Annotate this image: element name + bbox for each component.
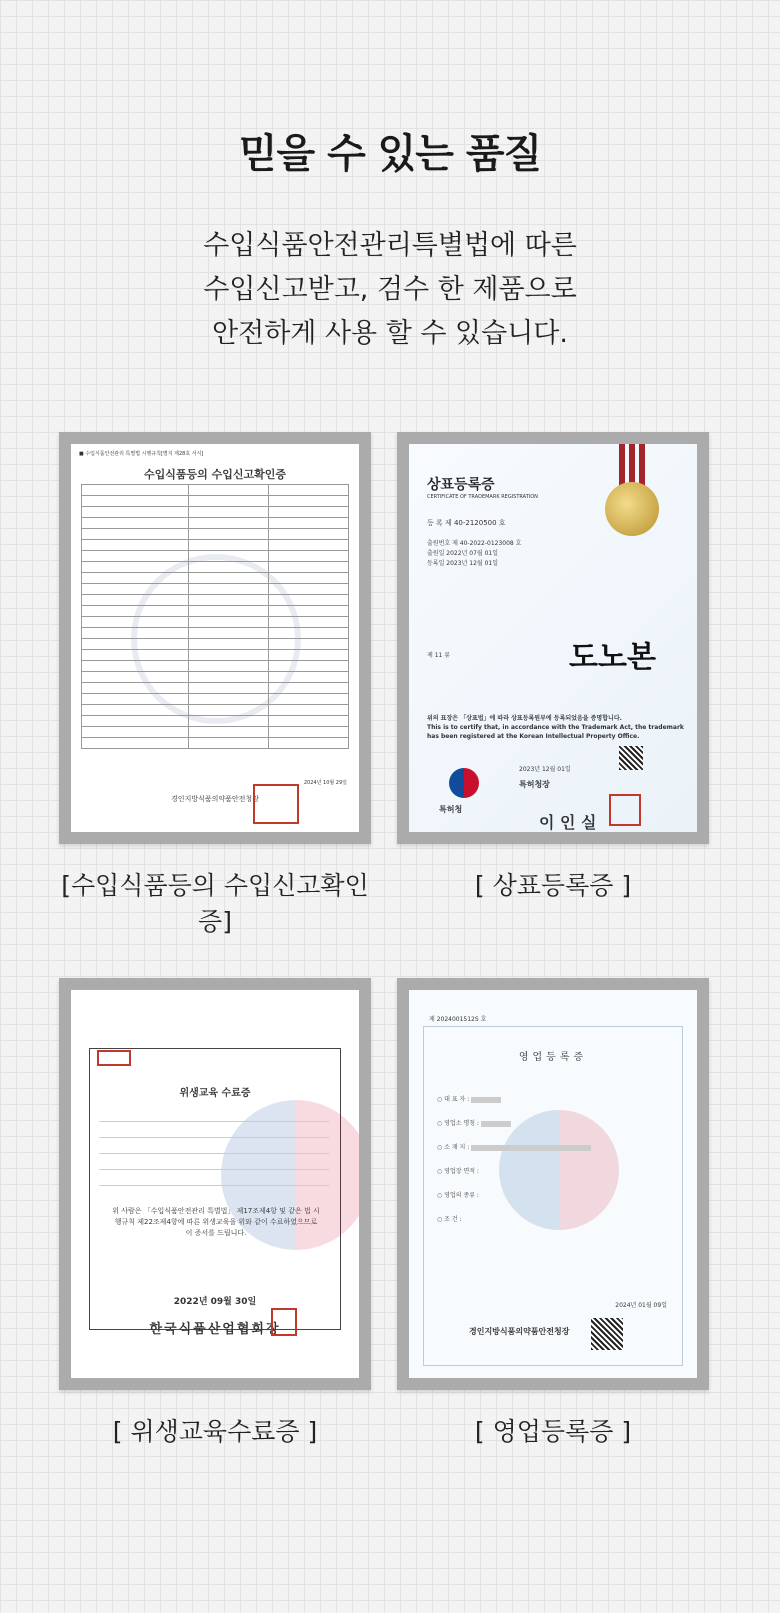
application-number: 출원번호 제 40-2022-0123008 호 xyxy=(427,540,522,547)
doc-field: ○ 소 재 지 : xyxy=(437,1142,591,1151)
brand-mark: 도노본 xyxy=(569,640,656,675)
doc-date: 2024년 10월 29일 xyxy=(303,780,347,786)
subtitle-line: 수입신고받고, 검수 한 제품으로 xyxy=(203,274,577,305)
subtitle-line: 안전하게 사용 할 수 있습니다. xyxy=(212,318,568,349)
caption-hygiene-certificate: [ 위생교육수료증 ] xyxy=(112,1417,318,1446)
qr-code-icon xyxy=(591,1318,623,1350)
doc-title: 수입식품등의 수입신고확인증 xyxy=(144,468,286,481)
application-date: 출원일 2022년 07월 01일 xyxy=(427,550,499,557)
official-stamp xyxy=(253,784,299,824)
registration-date: 등록일 2023년 12월 01일 xyxy=(427,560,499,567)
certificate-card-business xyxy=(397,978,709,1390)
signature: 이 인 실 xyxy=(539,813,597,832)
doc-date: 2022년 09월 30일 xyxy=(173,1297,257,1307)
cert-text-kr: 위의 표장은 「상표법」에 따라 상표등록원부에 등록되었음을 증명합니다. xyxy=(427,715,622,722)
official-stamp xyxy=(609,794,641,826)
doc-issuer: 경인지방식품의약품안전청장 xyxy=(171,795,259,803)
doc-issuer: 경인지방식품의약품안전청장 xyxy=(469,1327,570,1336)
doc-field: ○ 조 건 : xyxy=(437,1216,462,1223)
doc-table xyxy=(81,484,349,749)
cert-text-en: This is to certify that, in accordance with the Trademark Act, the trademark has been registered at the Korean Intellectual Property Office. xyxy=(427,724,684,740)
doc-title: 영업등록증 xyxy=(518,1052,588,1063)
section-title: 믿을 수 있는 품질 xyxy=(238,131,542,177)
class-info: 제 11 류 xyxy=(427,652,451,659)
caption-trademark-certificate: [ 상표등록증 ] xyxy=(474,871,632,900)
qr-code-icon xyxy=(619,746,643,770)
doc-title: 위생교육 수료증 xyxy=(179,1088,251,1099)
subtitle-line: 수입식품안전관리특별법에 따른 xyxy=(203,230,577,261)
doc-header: ■ 수입식품안전관리 특별법 시행규칙[별지 제28호 서식] xyxy=(79,451,204,457)
gold-seal-icon xyxy=(605,482,659,536)
red-stamp xyxy=(97,1050,131,1066)
certificate-card-hygiene xyxy=(59,978,371,1390)
doc-issuer: 한국식품산업협회장 xyxy=(149,1322,281,1337)
doc-field-line xyxy=(99,1178,329,1186)
certification-text xyxy=(427,714,687,741)
doc-field: ○ 영업장 면적 : xyxy=(437,1168,479,1175)
reg-number: 등 록 제 40-2120500 호 xyxy=(427,519,506,527)
section-subtitle xyxy=(0,224,780,356)
doc-title: 상표등록증 xyxy=(427,477,495,493)
watermark-emblem xyxy=(499,1110,619,1230)
doc-field: ○ 대 표 자 : xyxy=(437,1094,501,1103)
doc-field-line xyxy=(99,1114,329,1122)
doc-number: 제 2024001512S 호 xyxy=(429,1016,487,1023)
import-certificate-image xyxy=(71,444,359,832)
issue-date: 2023년 12월 01일 xyxy=(519,766,571,773)
doc-field: ○ 영업의 종류 : xyxy=(437,1192,479,1199)
kipo-logo-icon xyxy=(449,768,479,798)
hygiene-certificate-image xyxy=(71,990,359,1378)
doc-field-line xyxy=(99,1146,329,1154)
trademark-certificate-image xyxy=(409,444,697,832)
office-name: 특허청 xyxy=(439,805,463,814)
official-stamp xyxy=(271,1308,297,1336)
doc-field: ○ 영업소 명칭 : xyxy=(437,1118,511,1127)
doc-subtitle: CERTIFICATE OF TRADEMARK REGISTRATION xyxy=(427,494,538,500)
doc-date: 2024년 01월 09일 xyxy=(615,1302,667,1309)
doc-field-line xyxy=(99,1130,329,1138)
caption-business-registration: [ 영업등록증 ] xyxy=(474,1417,632,1446)
doc-field-line xyxy=(99,1162,329,1170)
certificate-card-import xyxy=(59,432,371,844)
certificate-card-trademark xyxy=(397,432,709,844)
commissioner-title: 특허청장 xyxy=(519,780,550,789)
business-registration-image xyxy=(409,990,697,1378)
caption-import-certificate: [수입식품등의 수입신고확인증] xyxy=(61,871,369,936)
doc-body-text: 위 사람은 「수입식품안전관리 특별법」 제17조제4항 및 같은 법 시행규칙 제22조제4항에 따른 위생교육을 위와 같이 수료하였으므로 이 증서를 드립니다. xyxy=(112,1207,320,1237)
